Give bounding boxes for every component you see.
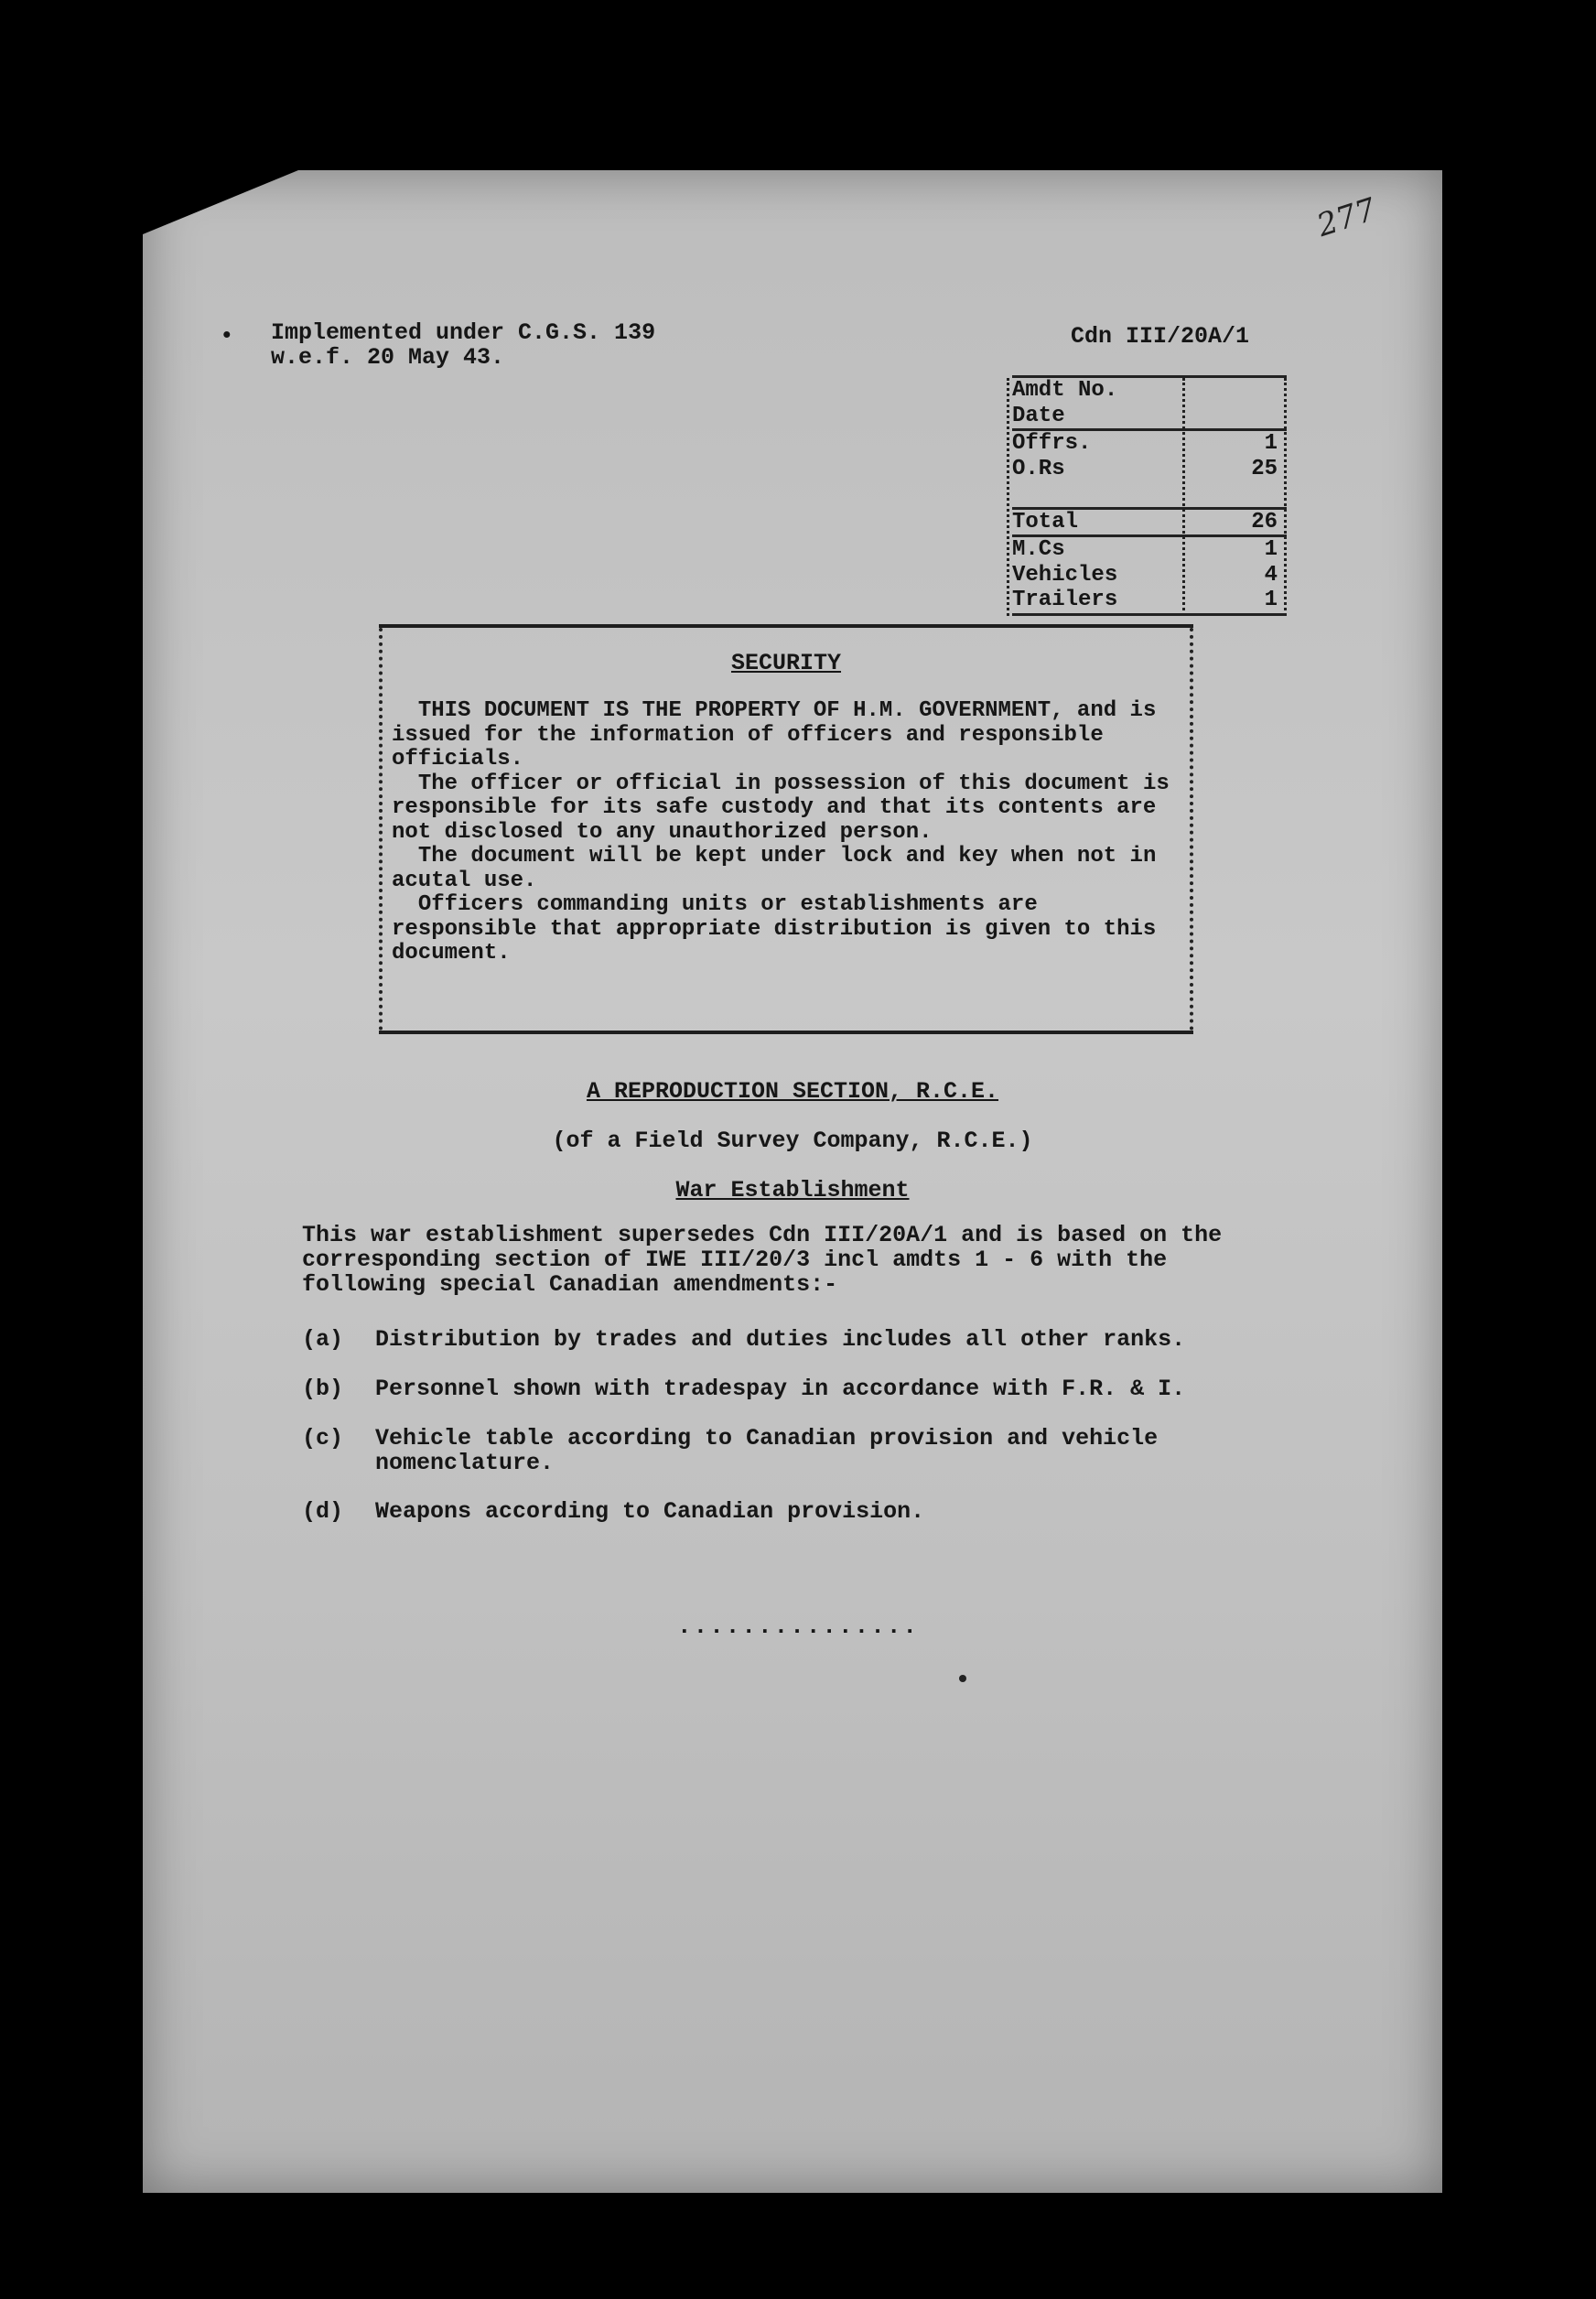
item-text: Vehicle table according to Canadian provision and vehicle nomenclature. [375,1425,1159,1476]
item-key: (d) [302,1498,344,1525]
handwritten-page-number: 277 [1312,190,1381,245]
table-row [1012,481,1287,510]
security-paragraph: The document will be kept under lock and key when not in acutal use. [392,844,1170,893]
list-item [302,1426,1290,1475]
intro-paragraph [302,1223,1290,1297]
unit-subtitle: (of a Field Survey Company, R.C.E.) [552,1128,1033,1154]
end-marker: ............... [677,1613,920,1640]
ink-spot [959,1675,966,1682]
item-key: (b) [302,1376,344,1402]
document-reference: Cdn III/20A/1 [1071,323,1250,350]
security-paragraph: THIS DOCUMENT IS THE PROPERTY OF H.M. GOVERNMENT, and is issued for the information of officers and responsible officials. [392,698,1170,772]
item-text: Distribution by trades and duties includes all other ranks. [375,1326,1186,1353]
section-heading: War Establishment [675,1177,910,1203]
item-key: (a) [302,1326,344,1353]
margin-bullet: • [220,322,234,350]
item-key: (c) [302,1425,344,1452]
table-row: Date [1012,404,1287,432]
implemented-line-1: Implemented under C.G.S. 139 [271,319,656,346]
security-notice-box [379,624,1193,1034]
security-title: SECURITY [730,650,842,676]
list-item [302,1499,1290,1524]
security-paragraph: Officers commanding units or establishments are responsible that appropriate distribution is given to this document. [392,892,1170,966]
intro-text: This war establishment supersedes Cdn III/20A/1 and is based on the corresponding section of IWE III/20/3 incl amdts 1 - 6 with the following special Canadian amendments:- [302,1222,1223,1298]
table-row: Offrs. 1 [1012,431,1278,456]
table-row: Amdt No. [1012,378,1118,403]
security-paragraph: The officer or official in possession of this document is responsible for its safe custody and that its contents are not disclosed to any unauthorized person. [392,771,1183,845]
list-item [302,1327,1290,1352]
amendment-table [1012,375,1287,616]
torn-corner [143,170,298,234]
table-row: Total 26 [1012,510,1287,538]
table-row: Trailers 1 [1012,588,1287,616]
security-text [392,698,1183,966]
unit-title: A REPRODUCTION SECTION, R.C.E. [586,1078,999,1105]
item-text: Weapons according to Canadian provision. [375,1498,925,1525]
list-item [302,1376,1290,1401]
table-row: M.Cs 1 [1012,537,1278,562]
implemented-line-2: w.e.f. 20 May 43. [271,344,505,371]
table-row: Vehicles 4 [1012,562,1278,588]
table-row: O.Rs 25 [1012,456,1278,481]
item-text: Personnel shown with tradespay in accordance with F.R. & I. [375,1376,1186,1402]
